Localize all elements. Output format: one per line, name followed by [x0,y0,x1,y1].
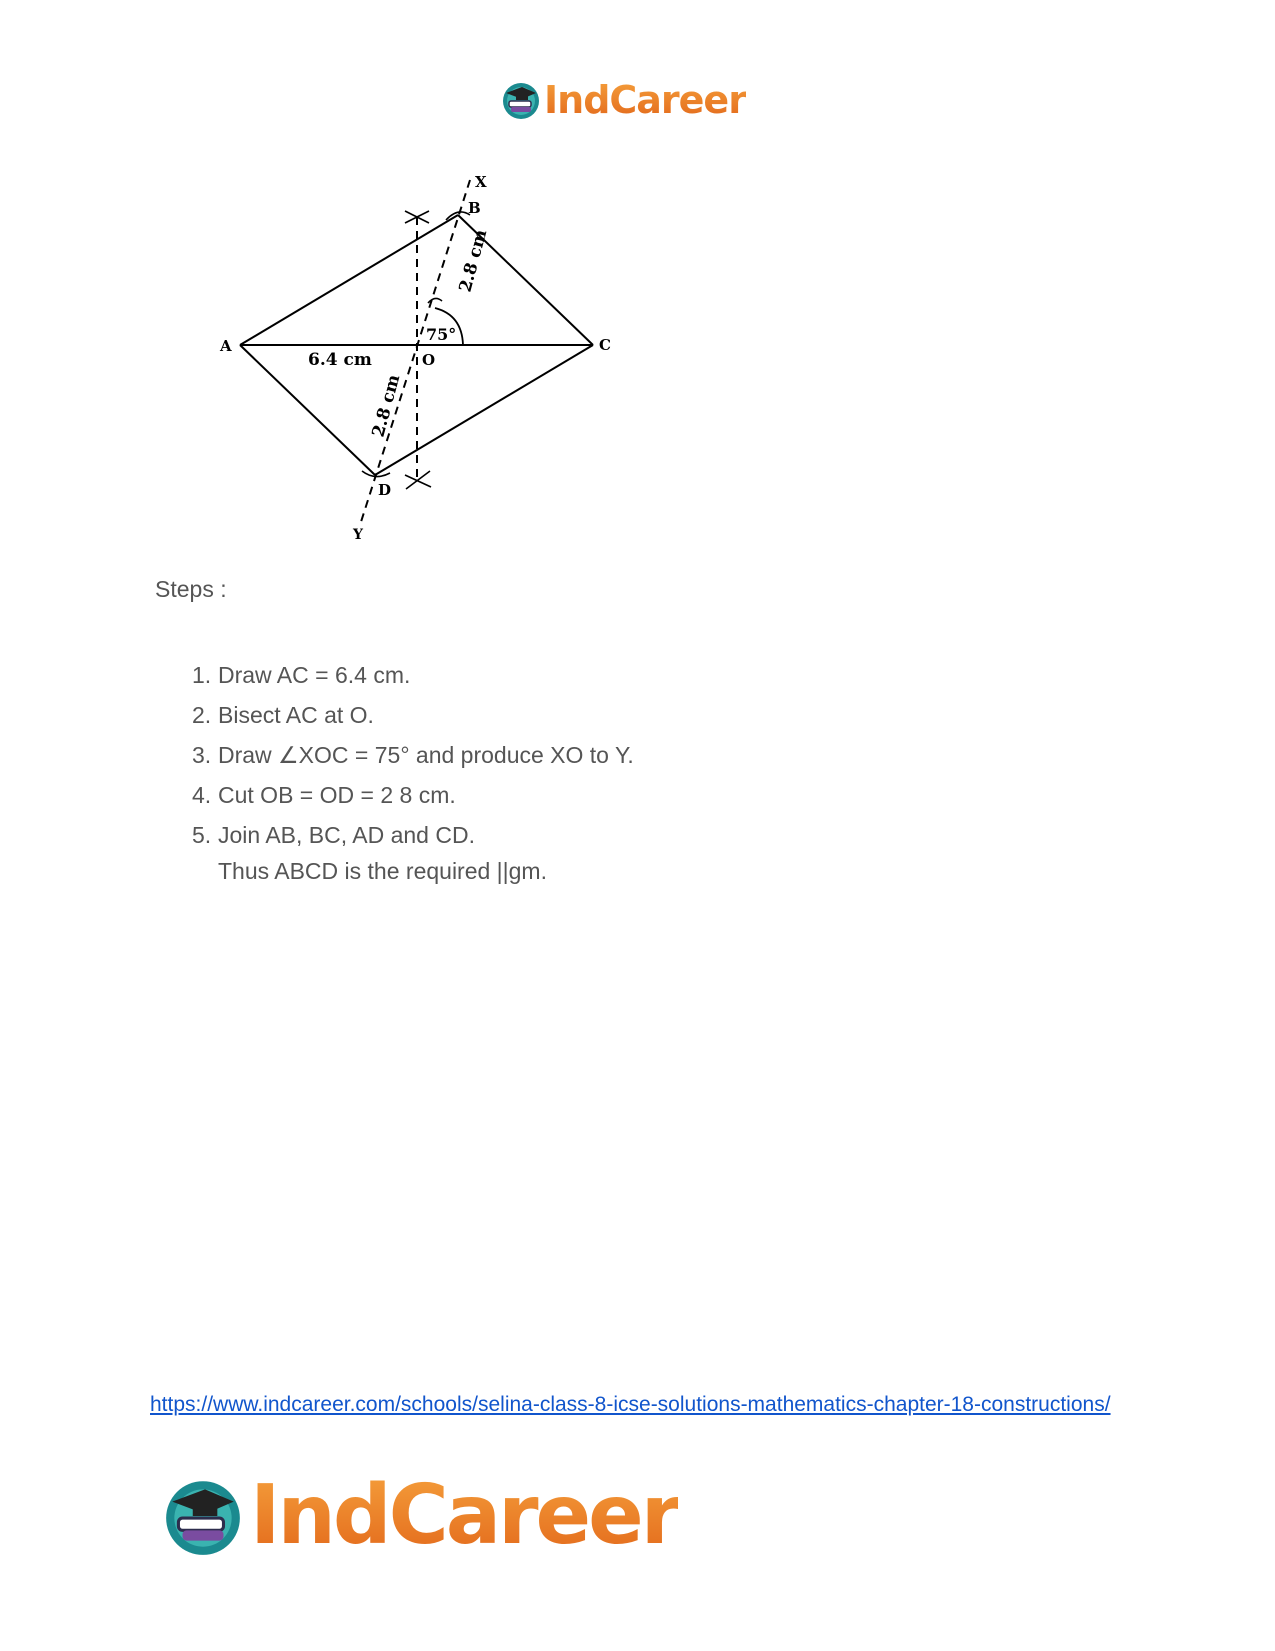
header-logo [500,78,746,122]
steps-heading: Steps : [155,576,227,602]
label-od-length: 2.8 cm [368,372,405,440]
step-item: 5. Join AB, BC, AD and CD. [192,822,475,848]
step-item: 2. Bisect AC at O. [192,702,374,728]
logo-wordmark: IndCareer [250,1468,679,1563]
footer-logo [160,1468,678,1563]
label-ob-length: 2.8 cm [455,227,492,295]
label-x: X [475,175,487,191]
label-y: Y [353,527,363,543]
label-o: O [422,351,436,369]
steps-list [192,655,634,855]
logo-wordmark: IndCareer [544,78,746,122]
label-a: A [220,337,232,355]
label-b: B [468,199,481,217]
step-item: 3. Draw ∠XOC = 75° and produce XO to Y. [192,742,634,768]
label-c: C [599,336,611,354]
graduation-cap-icon [160,1473,246,1559]
conclusion-text: Thus ABCD is the required ||gm. [218,858,547,884]
label-d: D [378,481,392,499]
step-item: 1. Draw AC = 6.4 cm. [192,662,411,688]
construction-figure [150,175,650,555]
source-link[interactable]: https://www.indcareer.com/schools/selina-class-8-icse-solutions-mathematics-chapter-18-constructions/ [150,1393,1111,1416]
side-cd [375,345,593,475]
graduation-cap-icon [500,79,542,121]
step-item: 4. Cut OB = OD = 2 8 cm. [192,782,456,808]
label-angle: 75° [426,325,457,344]
label-ac-length: 6.4 cm [308,350,372,370]
